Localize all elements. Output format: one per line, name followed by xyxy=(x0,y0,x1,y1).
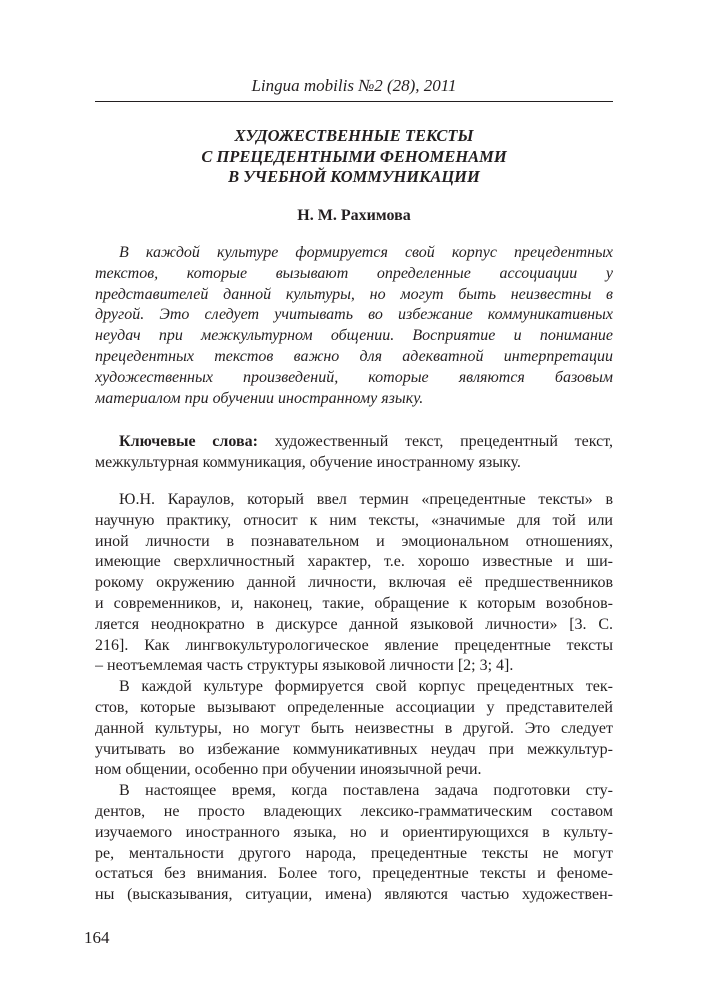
abstract-line: В каждой культуре формируется свой корпус прецедентных xyxy=(119,244,613,261)
header-rule xyxy=(95,101,613,102)
body-line: ны (высказывания, ситуации, имена) являются частью художествен- xyxy=(95,886,613,904)
body-line: В каждой культуре формируется свой корпус прецедентных тек- xyxy=(119,678,613,696)
body-line: В настоящее время, когда поставлена задача подготовки сту- xyxy=(119,782,613,800)
article-title xyxy=(95,126,613,188)
title-line: ХУДОЖЕСТВЕННЫЕ ТЕКСТЫ xyxy=(234,126,474,145)
body-line: данной культуры, но могут быть неизвестны в другой. Это следует xyxy=(95,719,613,737)
abstract-line: другой. Это следует учитывать во избежание коммуникативных xyxy=(95,306,613,324)
keywords-label: Ключевые слова: xyxy=(119,433,258,450)
body-line: научную практику, относит к ним тексты, «значимые для той или xyxy=(95,511,613,529)
body-line: ре, ментальности другого народа, прецедентные тексты не могут xyxy=(95,844,613,862)
body-line: иной личности в познавательном и эмоциональном отношениях, xyxy=(95,532,613,550)
body-line: 216]. Как лингвокультурологическое явление прецедентные тексты xyxy=(95,636,613,654)
body-line: имеющие сверхличностный характер, т.е. хорошо известные и ши- xyxy=(95,553,613,571)
body-line: учитывать во избежание коммуникативных неудач при межкультур- xyxy=(95,740,613,758)
abstract-line: материалом при обучении иностранному языку. xyxy=(95,389,424,407)
body-line: остаться без внимания. Более того, прецедентные тексты и феноме- xyxy=(95,865,613,883)
running-head: Lingua mobilis №2 (28), 2011 xyxy=(251,76,457,95)
article-body xyxy=(95,490,613,906)
body-line: Ю.Н. Караулов, который ввел термин «прецедентные тексты» в xyxy=(119,491,613,508)
keywords-line: межкультурная коммуникация, обучение иностранному языку. xyxy=(95,454,521,471)
body-line: ляется неоднократно в дискурсе данной языковой личности» [3. С. xyxy=(95,615,613,633)
body-line: ном общении, особенно при обучении иноязычной речи. xyxy=(95,761,482,779)
body-line: рокому окружению данной личности, включая её предшественников xyxy=(95,574,613,592)
keywords xyxy=(95,431,613,473)
abstract-line: представителей данной культуры, но могут быть неизвестны в xyxy=(95,285,613,303)
keywords-line xyxy=(95,431,613,452)
keywords-text: художественный текст, прецедентный текст, xyxy=(257,433,613,450)
body-line: стов, которые вызывают определенные ассоциации у представителей xyxy=(95,698,613,716)
title-line: С ПРЕЦЕДЕНТНЫМИ ФЕНОМЕНАМИ xyxy=(201,146,507,166)
body-line: изучаемого иностранного языка, но и ориентирующихся в культу- xyxy=(95,823,613,841)
title-line: В УЧЕБНОЙ КОММУНИКАЦИИ xyxy=(228,167,480,186)
body-line: дентов, не просто владеющих лексико-грамматическим составом xyxy=(95,802,613,820)
abstract-line: прецедентных текстов важно для адекватной интерпретации xyxy=(95,347,613,365)
abstract-line: художественных произведений, которые являются базовым xyxy=(95,368,613,386)
page-number: 164 xyxy=(84,928,110,947)
body-line: – неотъемлемая часть структуры языковой личности [2; 3; 4]. xyxy=(95,657,514,675)
abstract xyxy=(95,243,613,409)
abstract-line: неудач при межкультурном общении. Восприятие и понимание xyxy=(95,327,613,345)
author-name: Н. М. Рахимова xyxy=(297,207,411,224)
body-line: и современников, и, наконец, такие, обращение к которым возобнов- xyxy=(95,594,613,612)
abstract-line: текстов, которые вызывают определенные ассоциации у xyxy=(95,264,613,282)
